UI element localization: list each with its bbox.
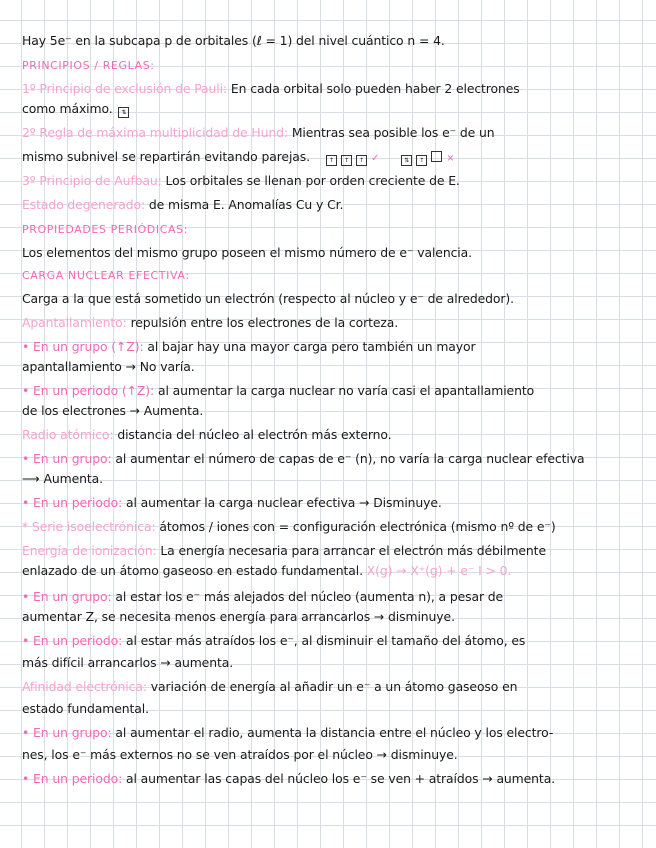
note-text: al estar más atraídos los e⁻, al disminuir el tamaño del átomo, es [125,633,526,648]
note-line [22,172,646,190]
note-line [22,518,646,536]
note-line [22,220,646,239]
note-line [22,314,646,332]
orbital-box-icon [431,151,442,162]
note-text: apantallamiento → No varía. [22,359,195,374]
note-highlight: PROPIEDADES PERIÓDICAS: [22,223,189,236]
note-line [22,608,646,626]
note-line [22,244,646,262]
note-line [22,382,646,400]
note-text: átomos / iones con = configuración electrónica (mismo nº de e⁻) [159,519,556,534]
orbital-box-icon: ↑ [341,155,352,166]
note-text: al aumentar las capas del núcleo los e⁻ se ven + atraídos → aumenta. [125,771,556,786]
note-text: estado fundamental. [22,701,149,716]
note-highlight: • En un grupo (↑Z): [22,339,148,354]
note-line [22,56,646,75]
note-line [22,588,646,606]
note-line [22,148,646,168]
note-text: al estar los e⁻ más alejados del núcleo (aumenta n), a pesar de [115,589,504,604]
note-line [22,746,646,764]
note-line [22,562,646,580]
note-line [22,542,646,560]
note-line [22,450,646,468]
note-highlight: Radio atómico: [22,427,118,442]
note-text: ⟶ Aumenta. [22,471,103,486]
note-line [22,196,646,214]
note-text: al aumentar la carga nuclear efectiva → Disminuye. [125,495,442,510]
note-text: más difícil arrancarlos → aumenta. [22,655,234,670]
note-text: de misma E. Anomalías Cu y Cr. [148,197,344,212]
note-line [22,100,646,118]
note-highlight: * Serie isoelectrónica: [22,519,160,534]
note-text: repulsión entre los electrones de la corteza. [130,315,399,330]
note-text: La energía necesaria para arrancar el electrón más débilmente [160,543,546,558]
note-line [22,80,646,98]
note-highlight: • En un grupo: [22,589,116,604]
note-text: Carga a la que está sometido un electrón (respecto al núcleo y e⁻ de alrededor). [22,291,514,306]
note-text: En cada orbital solo pueden haber 2 electrones [230,81,520,96]
note-highlight: • En un grupo: [22,725,116,740]
note-line [22,632,646,650]
note-highlight: 1º Principio de exclusión de Pauli: [22,81,231,96]
note-line [22,426,646,444]
note-text: distancia del núcleo al electrón más externo. [117,427,392,442]
orbital-box-icon: ↑ [416,155,427,166]
note-text: nes, los e⁻ más externos no se ven atraídos por el núcleo → disminuye. [22,747,458,762]
note-highlight: Afinidad electrónica: [22,679,151,694]
note-highlight: • En un periodo (↑Z): [22,383,158,398]
note-text: Hay 5e⁻ en la subcapa p de orbitales (ℓ = 1) del nivel cuántico n = 4. [22,33,445,48]
note-highlight: 2º Regla de máxima multiplicidad de Hund: [22,125,292,140]
note-highlight: • En un periodo: [22,495,126,510]
note-highlight: Energía de ionización: [22,543,161,558]
note-line [22,266,646,285]
note-highlight: • En un grupo: [22,451,116,466]
orbital-box-icon: ⇅ [118,107,129,118]
note-line [22,654,646,672]
cross-icon: × [446,153,455,164]
note-text: mismo subnivel se repartirán evitando parejas. [22,149,310,164]
note-text: como máximo. [22,101,113,116]
note-line [22,290,646,308]
orbital-box-icon: ↑ [356,155,367,166]
note-highlight: Estado degenerado: [22,197,149,212]
note-line [22,402,646,420]
note-line [22,700,646,718]
note-highlight: PRINCIPIOS / REGLAS: [22,59,155,72]
note-highlight: • En un periodo: [22,771,126,786]
note-line [22,724,646,742]
note-text: Los elementos del mismo grupo poseen el mismo número de e⁻ valencia. [22,245,472,260]
note-line [22,338,646,356]
note-text: al aumentar la carga nuclear no varía casi el apantallamiento [157,383,535,398]
note-text: al bajar hay una mayor carga pero también un mayor [147,339,476,354]
note-highlight: CARGA NUCLEAR EFECTIVA: [22,269,190,282]
note-text: aumentar Z, se necesita menos energía para arrancarlos → disminuye. [22,609,455,624]
note-text: al aumentar el número de capas de e⁻ (n), no varía la carga nuclear efectiva [115,451,585,466]
note-text: Los orbitales se llenan por orden creciente de E. [165,173,460,188]
note-line [22,124,646,142]
note-line [22,470,646,488]
note-text: Mientras sea posible los e⁻ de un [291,125,495,140]
note-line [22,770,646,788]
note-highlight: • En un periodo: [22,633,126,648]
orbital-box-icon: ↑ [326,155,337,166]
note-line [22,358,646,376]
note-line [22,494,646,512]
orbital-box-icon: ⇅ [401,155,412,166]
note-highlight: X(g) → X⁺(g) + e⁻ I > 0. [366,563,512,578]
note-highlight: 3º Principio de Aufbau: [22,173,166,188]
note-highlight: Apantallamiento: [22,315,131,330]
note-line [22,678,646,696]
note-line [22,32,646,50]
note-text: al aumentar el radio, aumenta la distancia entre el núcleo y los electro- [115,725,554,740]
note-text: variación de energía al añadir un e⁻ a un átomo gaseoso en [150,679,518,694]
note-text: de los electrones → Aumenta. [22,403,204,418]
check-icon: ✓ [370,153,380,164]
note-text: enlazado de un átomo gaseoso en estado fundamental. [22,563,367,578]
